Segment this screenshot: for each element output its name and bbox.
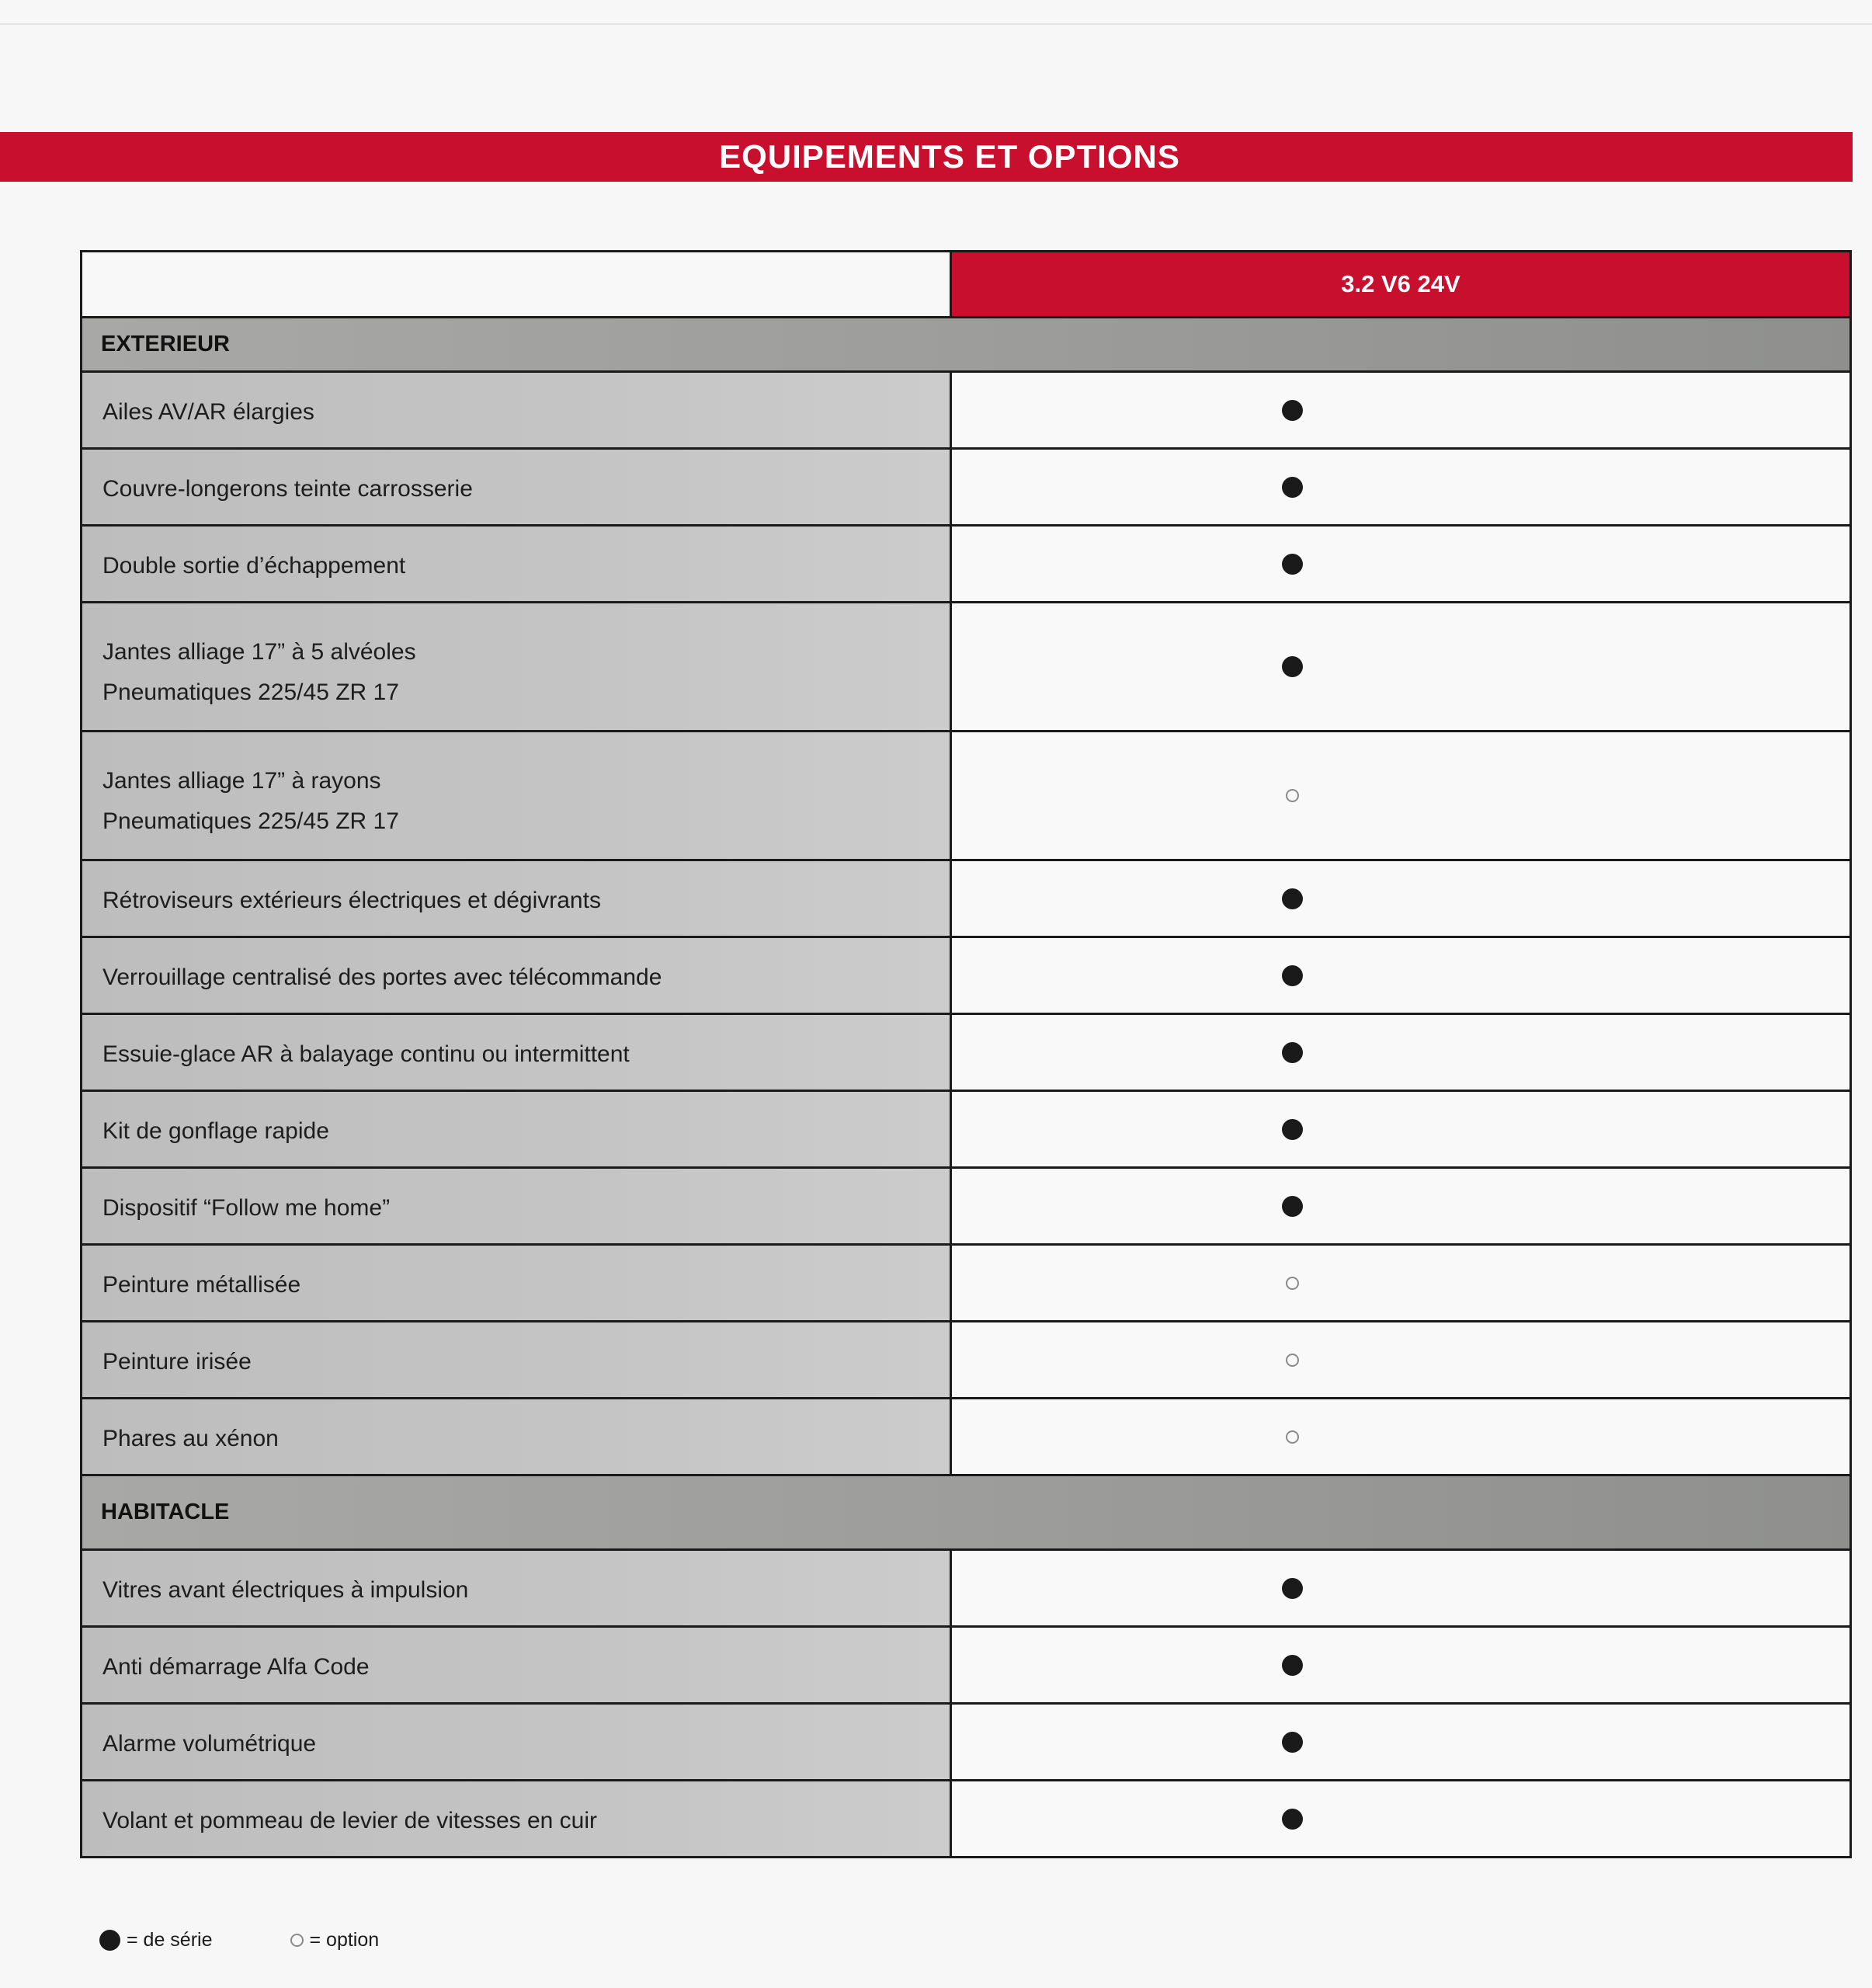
feature-label: Peinture métallisée <box>102 1272 301 1298</box>
feature-label: Couvre-longerons teinte carrosserie <box>102 476 473 502</box>
availability-cell <box>952 603 1849 730</box>
feature-label-cell <box>82 1322 952 1397</box>
feature-label-cell <box>82 450 952 524</box>
feature-label-cell <box>82 603 952 730</box>
option-circle-icon <box>1286 1277 1299 1290</box>
availability-cell <box>952 938 1849 1013</box>
option-circle-icon <box>290 1934 304 1947</box>
standard-dot-icon <box>1282 1042 1303 1063</box>
table-row <box>82 447 1849 524</box>
feature-label: Pneumatiques 225/45 ZR 17 <box>102 679 399 705</box>
feature-label-cell <box>82 373 952 447</box>
availability-cell <box>952 1015 1849 1090</box>
availability-cell <box>952 861 1849 936</box>
section-title: HABITACLE <box>101 1500 230 1524</box>
feature-label: Volant et pommeau de levier de vitesses en cuir <box>102 1808 598 1833</box>
table-row <box>82 1166 1849 1243</box>
table-row <box>82 730 1849 859</box>
top-rule <box>0 23 1872 25</box>
feature-label: Ailes AV/AR élargies <box>102 399 314 425</box>
table-row <box>82 859 1849 936</box>
legend-option-label: = option <box>309 1929 380 1951</box>
availability-cell <box>952 1705 1849 1779</box>
availability-cell <box>952 1628 1849 1702</box>
feature-label: Verrouillage centralisé des portes avec télécommande <box>102 964 662 990</box>
standard-dot-icon <box>1282 888 1303 909</box>
feature-label: Jantes alliage 17” à 5 alvéoles <box>102 638 416 665</box>
table-body <box>82 316 1849 1856</box>
availability-cell <box>952 1551 1849 1625</box>
feature-label-cell <box>82 861 952 936</box>
section-header <box>82 1474 1849 1548</box>
feature-label: Vitres avant électriques à impulsion <box>102 1577 469 1603</box>
feature-label-cell <box>82 1246 952 1320</box>
table-row <box>82 1779 1849 1856</box>
feature-label-cell <box>82 1781 952 1856</box>
table-row <box>82 1397 1849 1474</box>
option-circle-icon <box>1286 789 1299 802</box>
feature-label: Double sortie d’échappement <box>102 553 406 579</box>
availability-cell <box>952 373 1849 447</box>
availability-cell <box>952 1246 1849 1320</box>
table-row <box>82 370 1849 447</box>
table-row <box>82 1548 1849 1625</box>
availability-cell <box>952 1169 1849 1243</box>
standard-dot-icon <box>99 1930 120 1951</box>
legend <box>99 1929 379 1952</box>
feature-label-cell <box>82 1705 952 1779</box>
feature-label: Anti démarrage Alfa Code <box>102 1654 370 1680</box>
availability-cell <box>952 732 1849 859</box>
header-empty-cell <box>82 252 952 316</box>
feature-label: Peinture irisée <box>102 1349 252 1375</box>
page-title: EQUIPEMENTS ET OPTIONS <box>719 138 1180 175</box>
feature-label: Essuie-glace AR à balayage continu ou intermittent <box>102 1041 630 1067</box>
standard-dot-icon <box>1282 1732 1303 1753</box>
standard-dot-icon <box>1282 400 1303 421</box>
standard-dot-icon <box>1282 1119 1303 1140</box>
model-column-header: 3.2 V6 24V <box>952 252 1849 316</box>
standard-dot-icon <box>1282 1578 1303 1599</box>
availability-cell <box>952 527 1849 601</box>
table-row <box>82 1243 1849 1320</box>
feature-label-cell <box>82 1015 952 1090</box>
table-row <box>82 524 1849 601</box>
standard-dot-icon <box>1282 554 1303 575</box>
standard-dot-icon <box>1282 477 1303 498</box>
feature-label: Pneumatiques 225/45 ZR 17 <box>102 808 399 834</box>
section-title: EXTERIEUR <box>101 332 230 356</box>
table-row <box>82 1013 1849 1090</box>
availability-cell <box>952 1092 1849 1166</box>
table-row <box>82 936 1849 1013</box>
legend-standard-label: = de série <box>127 1929 213 1951</box>
table-row <box>82 1702 1849 1779</box>
availability-cell <box>952 1322 1849 1397</box>
feature-label: Jantes alliage 17” à rayons <box>102 767 381 794</box>
feature-label-cell <box>82 1169 952 1243</box>
table-row <box>82 1320 1849 1397</box>
table-row <box>82 1090 1849 1166</box>
feature-label: Kit de gonflage rapide <box>102 1118 329 1144</box>
standard-dot-icon <box>1282 656 1303 677</box>
feature-label-cell <box>82 938 952 1013</box>
feature-label-cell <box>82 1399 952 1474</box>
feature-label: Phares au xénon <box>102 1426 279 1451</box>
feature-label: Rétroviseurs extérieurs électriques et dégivrants <box>102 888 601 913</box>
table-row <box>82 1625 1849 1702</box>
feature-label-cell <box>82 1092 952 1166</box>
standard-dot-icon <box>1282 965 1303 986</box>
standard-dot-icon <box>1282 1655 1303 1676</box>
feature-label: Dispositif “Follow me home” <box>102 1195 391 1221</box>
standard-dot-icon <box>1282 1196 1303 1217</box>
availability-cell <box>952 1781 1849 1856</box>
option-circle-icon <box>1286 1354 1299 1367</box>
feature-label-cell <box>82 1628 952 1702</box>
availability-cell <box>952 450 1849 524</box>
option-circle-icon <box>1286 1430 1299 1444</box>
feature-label-cell <box>82 1551 952 1625</box>
table-row <box>82 601 1849 730</box>
title-banner <box>0 132 1853 182</box>
feature-label-cell <box>82 732 952 859</box>
availability-cell <box>952 1399 1849 1474</box>
feature-label-cell <box>82 527 952 601</box>
standard-dot-icon <box>1282 1809 1303 1830</box>
equipment-table <box>80 250 1852 1858</box>
section-header <box>82 316 1849 370</box>
table-header-row <box>82 252 1849 316</box>
feature-label: Alarme volumétrique <box>102 1731 317 1757</box>
